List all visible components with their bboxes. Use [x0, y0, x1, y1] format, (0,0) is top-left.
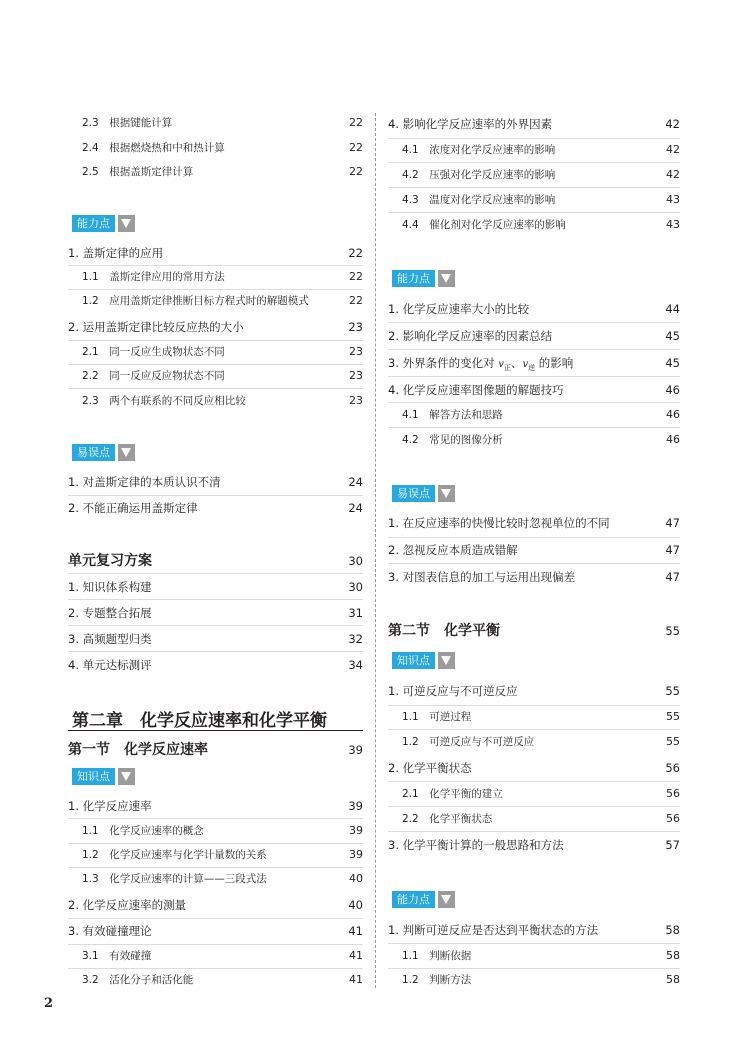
triangle-down-icon: [118, 215, 135, 232]
toc-entry[interactable]: 4.1 浓度对化学反应速率的影响 42: [402, 143, 680, 156]
toc-entry[interactable]: 4. 影响化学反应速率的外界因素 42: [388, 117, 680, 131]
toc-entry[interactable]: 1.1 化学反应速率的概念 39: [82, 824, 363, 837]
toc-entry[interactable]: 2.4 根据燃烧热和中和热计算 22: [82, 141, 363, 154]
toc-entry[interactable]: 2.2 化学平衡状态 56: [402, 812, 680, 825]
toc-entry[interactable]: 2. 不能正确运用盖斯定律 24: [68, 501, 363, 515]
toc-entry[interactable]: 1.1 可逆过程 55: [402, 710, 680, 723]
triangle-down-icon: [118, 444, 135, 461]
triangle-down-icon: [438, 485, 455, 502]
toc-entry[interactable]: 4.2 压强对化学反应速率的影响 42: [402, 168, 680, 181]
toc-entry[interactable]: 2. 忽视反应本质造成错解 47: [388, 543, 680, 557]
column-divider: [375, 113, 376, 988]
triangle-down-icon: [118, 768, 135, 785]
toc-entry[interactable]: 2.1 化学平衡的建立 56: [402, 787, 680, 800]
triangle-down-icon: [438, 270, 455, 287]
section-heading[interactable]: 第一节 化学反应速率 39: [68, 742, 363, 758]
yiwu-badge: 易误点: [72, 444, 135, 461]
toc-entry[interactable]: 1. 知识体系构建 30: [68, 580, 363, 594]
toc-entry[interactable]: 1. 可逆反应与不可逆反应 55: [388, 684, 680, 698]
toc-entry[interactable]: 3. 对图表信息的加工与运用出现偏差 47: [388, 570, 680, 584]
toc-entry[interactable]: 3.1 有效碰撞 41: [82, 949, 363, 962]
chapter-title[interactable]: 第二章 化学反应速率和化学平衡: [68, 706, 363, 731]
toc-entry[interactable]: 3. 有效碰撞理论 41: [68, 924, 363, 938]
toc-entry[interactable]: 4. 单元达标测评 34: [68, 658, 363, 672]
toc-entry[interactable]: 1. 判断可逆反应是否达到平衡状态的方法 58: [388, 923, 680, 937]
toc-entry[interactable]: 1. 对盖斯定律的本质认识不清 24: [68, 475, 363, 489]
toc-entry[interactable]: 1. 盖斯定律的应用 22: [68, 246, 363, 260]
triangle-down-icon: [438, 652, 455, 669]
toc-entry[interactable]: 4.1 解答方法和思路 46: [402, 408, 680, 421]
toc-entry[interactable]: 3. 外界条件的变化对 $v_正$、$v_逆$ 的影响 45: [388, 356, 680, 372]
toc-entry[interactable]: 1. 化学反应速率大小的比较 44: [388, 302, 680, 316]
section-heading[interactable]: 单元复习方案 30: [68, 553, 363, 569]
toc-entry[interactable]: 1.2 化学反应速率与化学计量数的关系 39: [82, 848, 363, 861]
toc-entry[interactable]: 2.3 两个有联系的不同反应相比较 23: [82, 394, 363, 407]
toc-entry[interactable]: 4.4 催化剂对化学反应速率的影响 43: [402, 218, 680, 231]
zhishi-badge: 知识点: [392, 652, 455, 669]
toc-entry[interactable]: 2.3 根据键能计算 22: [82, 116, 363, 129]
toc-entry[interactable]: 2. 化学平衡状态 56: [388, 761, 680, 775]
toc-entry[interactable]: 1.2 判断方法 58: [402, 973, 680, 986]
toc-entry[interactable]: 2.2 同一反应反应物状态不同 23: [82, 369, 363, 382]
yiwu-badge: 易误点: [392, 485, 455, 502]
toc-entry[interactable]: 3.2 活化分子和活化能 41: [82, 973, 363, 986]
nengli-badge: 能力点: [72, 215, 135, 232]
section-heading[interactable]: 第二节 化学平衡 55: [388, 623, 680, 639]
toc-entry[interactable]: 1.2 应用盖斯定律推断目标方程式时的解题模式 22: [82, 294, 363, 307]
toc-entry[interactable]: 1.1 判断依据 58: [402, 949, 680, 962]
nengli-badge: 能力点: [392, 891, 455, 908]
toc-entry[interactable]: 2.5 根据盖斯定律计算 22: [82, 165, 363, 178]
toc-entry[interactable]: 1.2 可逆反应与不可逆反应 55: [402, 735, 680, 748]
toc-entry[interactable]: 2. 化学反应速率的测量 40: [68, 898, 363, 912]
toc-entry[interactable]: 3. 化学平衡计算的一般思路和方法 57: [388, 838, 680, 852]
toc-entry[interactable]: 1.1 盖斯定律应用的常用方法 22: [82, 270, 363, 283]
toc-entry[interactable]: 3. 高频题型归类 32: [68, 632, 363, 646]
page-number: 2: [44, 996, 54, 1011]
toc-entry[interactable]: 2. 专题整合拓展 31: [68, 606, 363, 620]
toc-entry[interactable]: 4.3 温度对化学反应速率的影响 43: [402, 193, 680, 206]
toc-entry[interactable]: 2.1 同一反应生成物状态不同 23: [82, 345, 363, 358]
nengli-badge: 能力点: [392, 270, 455, 287]
toc-entry[interactable]: 1. 化学反应速率 39: [68, 799, 363, 813]
toc-entry[interactable]: 1. 在反应速率的快慢比较时忽视单位的不同 47: [388, 516, 680, 530]
toc-entry[interactable]: 4. 化学反应速率图像题的解题技巧 46: [388, 383, 680, 397]
toc-entry[interactable]: 2. 运用盖斯定律比较反应热的大小 23: [68, 320, 363, 334]
toc-entry[interactable]: 2. 影响化学反应速率的因素总结 45: [388, 329, 680, 343]
zhishi-badge: 知识点: [72, 768, 135, 785]
toc-entry[interactable]: 4.2 常见的图像分析 46: [402, 433, 680, 446]
triangle-down-icon: [438, 891, 455, 908]
toc-entry[interactable]: 1.3 化学反应速率的计算——三段式法 40: [82, 872, 363, 885]
